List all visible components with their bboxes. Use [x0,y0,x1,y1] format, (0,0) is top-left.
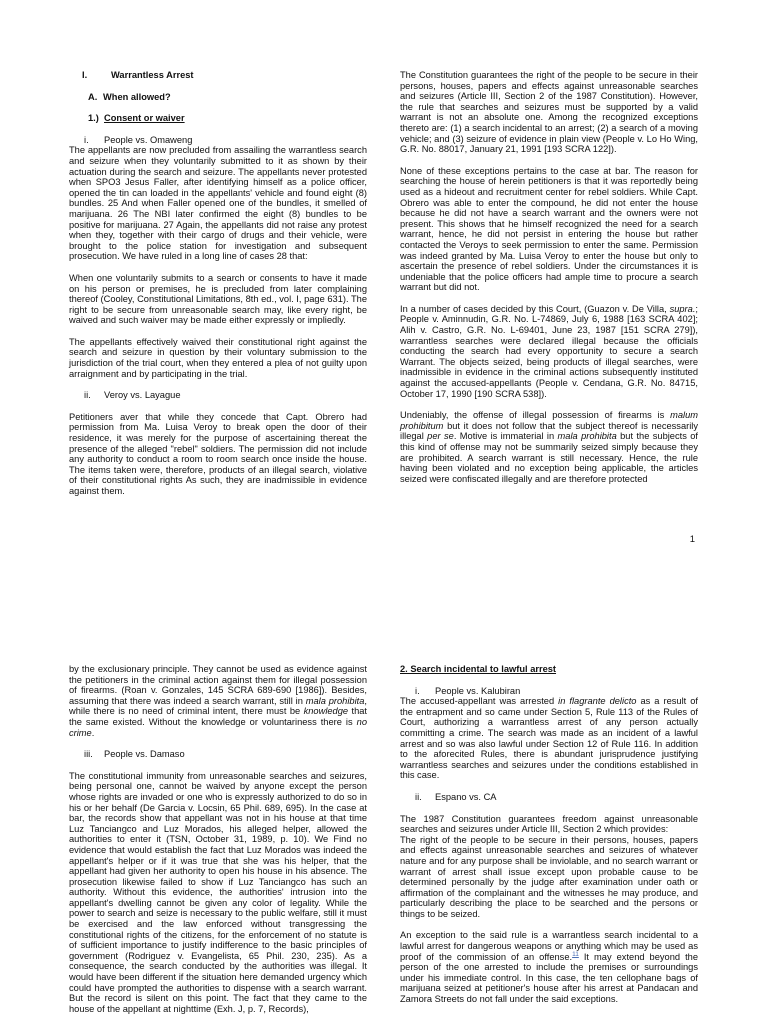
case-heading-omaweng: i. People vs. Omaweng [84,134,193,145]
heading-warrantless-arrest: I. Warrantless Arrest [82,70,194,80]
page-number: 1 [689,534,695,545]
footnote-link[interactable]: 11 [572,950,579,958]
paragraph: The Constitution guarantees the right of the people to be secure in their persons, houses, papers and effects against unreasonable searches and seizures (Article III, Section 2 of the 1987 Constitution). However, the rule that searches and seizures must be supported by a valid warrant is not an absolute one. Among the recognized exceptions thereto are: (1) a search incidental to an arrest; (2) a search of a moving vehicle; and (3) seizure of evidence in plain view (People v. Lo Ho Wing, G.R. No. 88017, January 21, 1991 [193 SCRA 122]). [400,70,698,155]
paragraph: When one voluntarily submits to a search or consents to have it made on his person or premises, he is precluded from later complaining thereof (Cooley, Constitutional Limitations, 8th ed., vol. I, page 631). The right to be secure from unreasonable search may, like every right, be waived and such waiver may be made either expressly or impliedly. [69,272,367,326]
page1-right-column [400,70,698,495]
heading-search-incidental: 2. Search incidental to lawful arrest [400,664,557,674]
paragraph: The right of the people to be secure in their persons, houses, papers and effects against unreasonable searches and seizures of whatever nature and for any purpose shall be inviolable, and no search warrant or warrant of arrest shall issue except upon probable cause to be determined personally by the judge after examination under oath or affirmation of the complainant and the witnesses he may produce, and particularly describing the place to be searched and the persons or things to be seized. [400,834,698,919]
case-heading-veroy: ii. Veroy vs. Layague [84,390,181,401]
paragraph: The constitutional immunity from unreasonable searches and seizures, being personal one, cannot be waived by anyone except the person whose rights are invaded or one who is expressly authorized to do so in his or her behalf (De Garcia v. Locsin, 65 Phil. 689, 695). In the case at bar, the records show that appellant was not in his house at that time Luz Tanciangco and Luz Morados, his alleged helper, allowed the authorities to enter it (TSN, October 31, 1989, p. 10). We Find no evidence that would establish the fact that Luz Morados was indeed the appellant's helper or if it was true that she was his helper, that the appellant had given her authority to open his house in his absence. The prosecution likewise failed to show if Luz Tanciangco has such an authority. Without this evidence, the authorities' intrusion into the appellant's dwelling cannot be given any color of legality. While the power to search and seize is necessary to the public welfare, still it must be exercised and the law enforced without transgressing the constitutional rights of the citizens, for the enforcement of no statute is of sufficient importance to justify indifference to the basic principles of government (Rodriguez v. Evangelista, 65 Phil. 230, 235). As a consequence, the search conducted by the authorities was illegal. It would have been different if the situation here demanded urgency which could have prompted the authorities to dispense with a search warrant. But the record is silent on this point. The fact that they came to the house of the appellant at nighttime (Exh. J, p. 7, Records), [69,770,367,1014]
page2-right-column [400,664,698,1016]
paragraph: The appellants effectively waived their constitutional right against the search and seizure in question by their voluntary submission to the jurisdiction of the trial court, when they entered a plea of not guilty upon arraignment and by participating in the trial. [69,336,367,379]
paragraph: The appellants are now precluded from assailing the warrantless search and seizure when they voluntarily submitted to it as shown by their actuation during the search and seizure. The appellants never protested when SPO3 Jesus Faller, after identifying himself as a police officer, opened the tin can loaded in the appellants' vehicle and found eight (8) bundles. 25 And when Faller opened one of the bundles, it smelled of marijuana. 26 The NBI later confirmed the eight (8) bundles to be positive for marijuana. 27 Again, the appellants did not raise any protest when they, together with their cargo of drugs and their vehicle, were brought to the police station for investigation and subsequent prosecution. We have ruled in a long line of cases 28 that: [69,145,367,262]
heading-consent-or-waiver: 1.) Consent or waiver [88,113,185,124]
paragraph: Petitioners aver that while they concede that Capt. Obrero had permission from Ma. Luisa Veroy to break open the door of their residence, it was merely for the purpose of ascertaining thereat the presence of the alleged "rebel" soldiers. The permission did not include any authority to conduct a room to room search once inside the house. The items taken were, therefore, products of an illegal search, violative of their constitutional rights As such, they are inadmissible in evidence against them. [69,411,367,496]
paragraph: An exception to the said rule is a warrantless search incidental to a lawful arrest for dangerous weapons or anything which may be used as proof of the commission of an offense.$^{11}$ It may extend beyond the person of the one arrested to include the premises or surroundings under his immediate control. In this case, the ten cellophane bags of marijuana seized at petitioner's house after his arrest at Pandacan and Zamora Streets do not fall under the said exceptions. [400,930,698,1005]
case-heading-kalubiran: i. People vs. Kalubiran [415,685,521,696]
paragraph: The accused-appellant was arrested in flagrante delicto as a result of the entrapment and so came under Section 5, Rule 113 of the Rules of Court, authorizing a warrantless arrest of any person actually committing a crime. The search was made as an incident of a lawful arrest and so was also lawful under Section 12 of Rule 116. In addition to the aforecited Rules, there is abundant jurisprudence justifying warrantless searches and seizures under the conditions established in this case. [400,696,698,781]
paragraph: Undeniably, the offense of illegal possession of firearms is malum prohibitum but it does not follow that the subject thereof is necessarily illegal per se. Motive is immaterial in mala prohibita but the subjects of this kind of offense may not be summarily seized simply because they are prohibited. A search warrant is still necessary. Hence, the rule having been violated and no exception being applicable, the articles seized were confiscated illegally and are therefore protected [400,410,698,484]
paragraph: In a number of cases decided by this Court, (Guazon v. De Villa, supra.; People v. Aminnudin, G.R. No. L-74869, July 6, 1988 [163 SCRA 402]; Alih v. Castro, G.R. No. L-69401, June 23, 1987 [151 SCRA 279]), warrantless searches were declared illegal because the officials conducting the search had every opportunity to secure a search Warrant. The objects seized, being products of illegal searches, were inadmissible in evidence in the criminal actions subsequently instituted against the accused-appellants (People v. Cendana, G.R. No. 84715, October 17, 1990 [190 SCRA 538]). [400,303,698,399]
page2-left-column [69,664,367,1025]
case-heading-espano: ii. Espano vs. CA [415,791,497,802]
paragraph: None of these exceptions pertains to the case at bar. The reason for searching the house of herein petitioners is that it was reportedly being used as a hideout and recruitment center for rebel soldiers. While Capt. Obrero was able to enter the compound, he did not enter the house because he did not have a search warrant and the owners were not present. This shows that he himself recognized the need for a search warrant, hence, he did not persist in entering the house but rather contacted the Veroys to seek permission to enter the same. Permission was indeed granted by Ma. Luisa Veroy to enter the house but only to ascertain the presence of rebel soldiers. Under the circumstances it is undeniable that the police officers had ample time to procure a search warrant but did not. [400,165,698,293]
heading-when-allowed: A. When allowed? [88,91,171,102]
paragraph: by the exclusionary principle. They cannot be used as evidence against the petitioners in the criminal action against them for illegal possession of firearms. (Roan v. Gonzales, 145 SCRA 689-690 [1986]). Besides, assuming that there was indeed a search warrant, still in mala prohibita, while there is no need of criminal intent, there must be knowledge that the same existed. Without the knowledge or voluntariness there is no crime. [69,664,367,738]
case-heading-damaso: iii. People vs. Damaso [84,749,185,760]
paragraph: The 1987 Constitution guarantees freedom against unreasonable searches and seizures under Article III, Section 2 which provides: [400,813,698,835]
page1-left-column [69,70,367,508]
